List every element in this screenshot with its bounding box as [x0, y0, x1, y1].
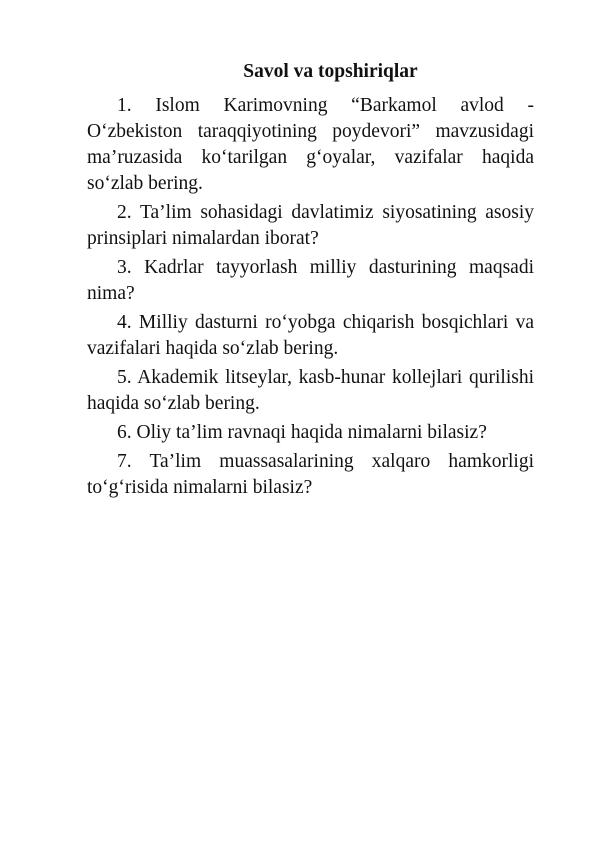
question-item-7: 7. Ta’lim muassasalarining xalqaro hamkorligi to‘g‘risida nimalarni bilasiz? — [87, 451, 534, 498]
question-item-5: 5. Akademik litseylar, kasb-hunar kollejlari qurilishi haqida so‘zlab bering. — [87, 367, 534, 414]
question-item-4: 4. Milliy dasturni ro‘yobga chiqarish bosqichlari va vazifalari haqida so‘zlab bering. — [87, 312, 534, 359]
document-body — [87, 57, 534, 504]
question-item-1: 1. Islom Karimovning “Barkamol avlod - O‘zbekiston taraqqiyotining poydevori” mavzusidagi ma’ruzasida ko‘tarilgan g‘oyalar, vazifalar haqida so‘zlab bering. — [87, 95, 534, 194]
question-item-2: 2. Ta’lim sohasidagi davlatimiz siyosatining asosiy prinsiplari nimalardan iborat? — [87, 202, 534, 249]
section-title: Savol va topshiriqlar — [243, 61, 418, 82]
question-item-3: 3. Kadrlar tayyorlash milliy dasturining maqsadi nima? — [87, 257, 534, 304]
question-item-6: 6. Oliy ta’lim ravnaqi haqida nimalarni bilasiz? — [117, 422, 487, 443]
